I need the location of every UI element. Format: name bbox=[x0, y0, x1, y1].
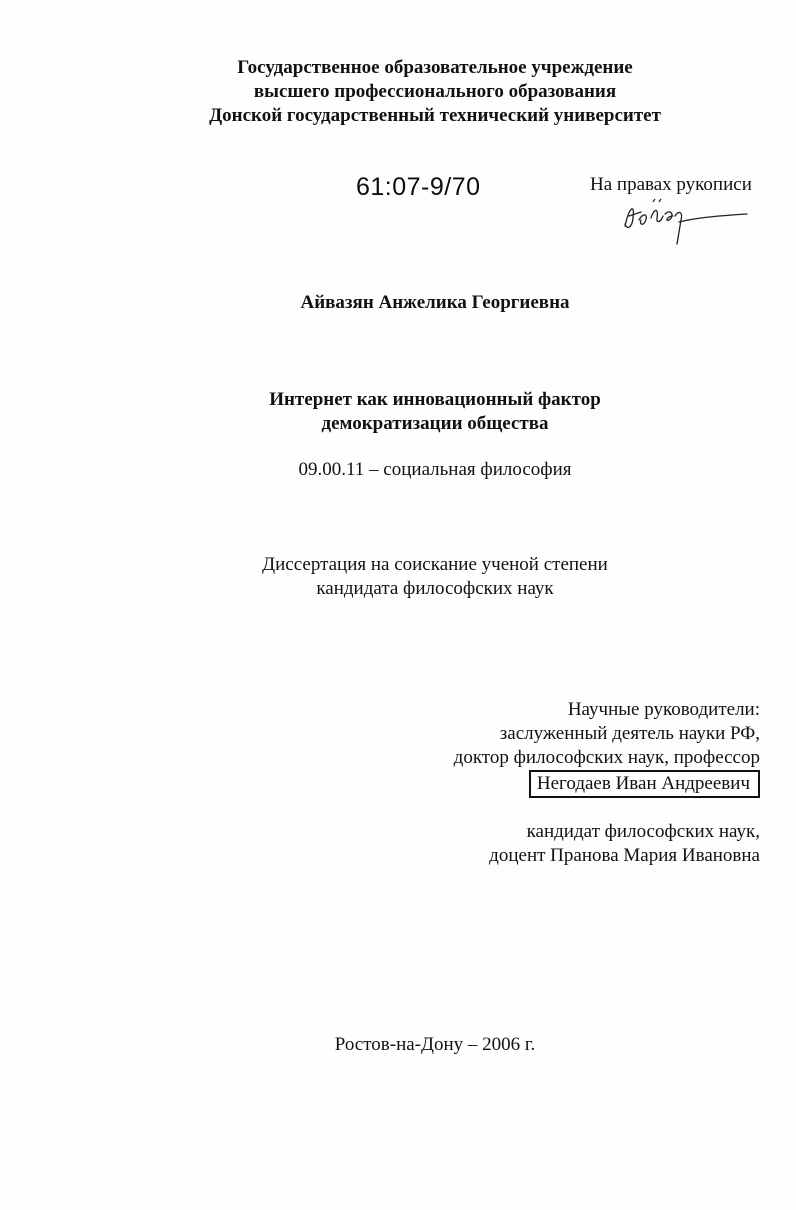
supervisor-2-title-1: кандидат философских наук, bbox=[526, 821, 760, 842]
library-code: 61:07-9/70 bbox=[356, 173, 481, 201]
dissertation-title bbox=[0, 388, 796, 436]
supervisors-heading: Научные руководители: bbox=[567, 699, 760, 720]
title-line-2: демократизации общества bbox=[321, 413, 549, 434]
institution-line-3: Донской государственный технический университет bbox=[209, 105, 661, 126]
institution-line-1: Государственное образовательное учреждение bbox=[237, 57, 633, 78]
institution-header bbox=[0, 56, 796, 128]
supervisors-block bbox=[454, 698, 760, 798]
institution-line-2: высшего профессионального образования bbox=[253, 81, 617, 102]
manuscript-rights: На правах рукописи bbox=[590, 174, 752, 195]
place-year: Ростов-на-Дону – 2006 г. bbox=[334, 1034, 536, 1055]
degree-statement bbox=[0, 553, 796, 601]
supervisor-2-block bbox=[489, 820, 760, 868]
supervisor-1-title-2: доктор философских наук, профессор bbox=[453, 747, 760, 768]
degree-line-2: кандидата философских наук bbox=[316, 578, 554, 599]
signature-icon bbox=[615, 188, 755, 253]
title-line-1: Интернет как инновационный фактор bbox=[269, 389, 601, 410]
specialty: 09.00.11 – социальная философия bbox=[298, 459, 572, 480]
supervisor-1-name: Негодаев Иван Андреевич bbox=[529, 770, 760, 798]
author-name: Айвазян Анжелика Георгиевна bbox=[300, 292, 570, 313]
supervisor-1-title-1: заслуженный деятель науки РФ, bbox=[499, 723, 760, 744]
supervisor-2-title-2: доцент Пранова Мария Ивановна bbox=[489, 845, 760, 866]
degree-line-1: Диссертация на соискание ученой степени bbox=[262, 554, 608, 575]
